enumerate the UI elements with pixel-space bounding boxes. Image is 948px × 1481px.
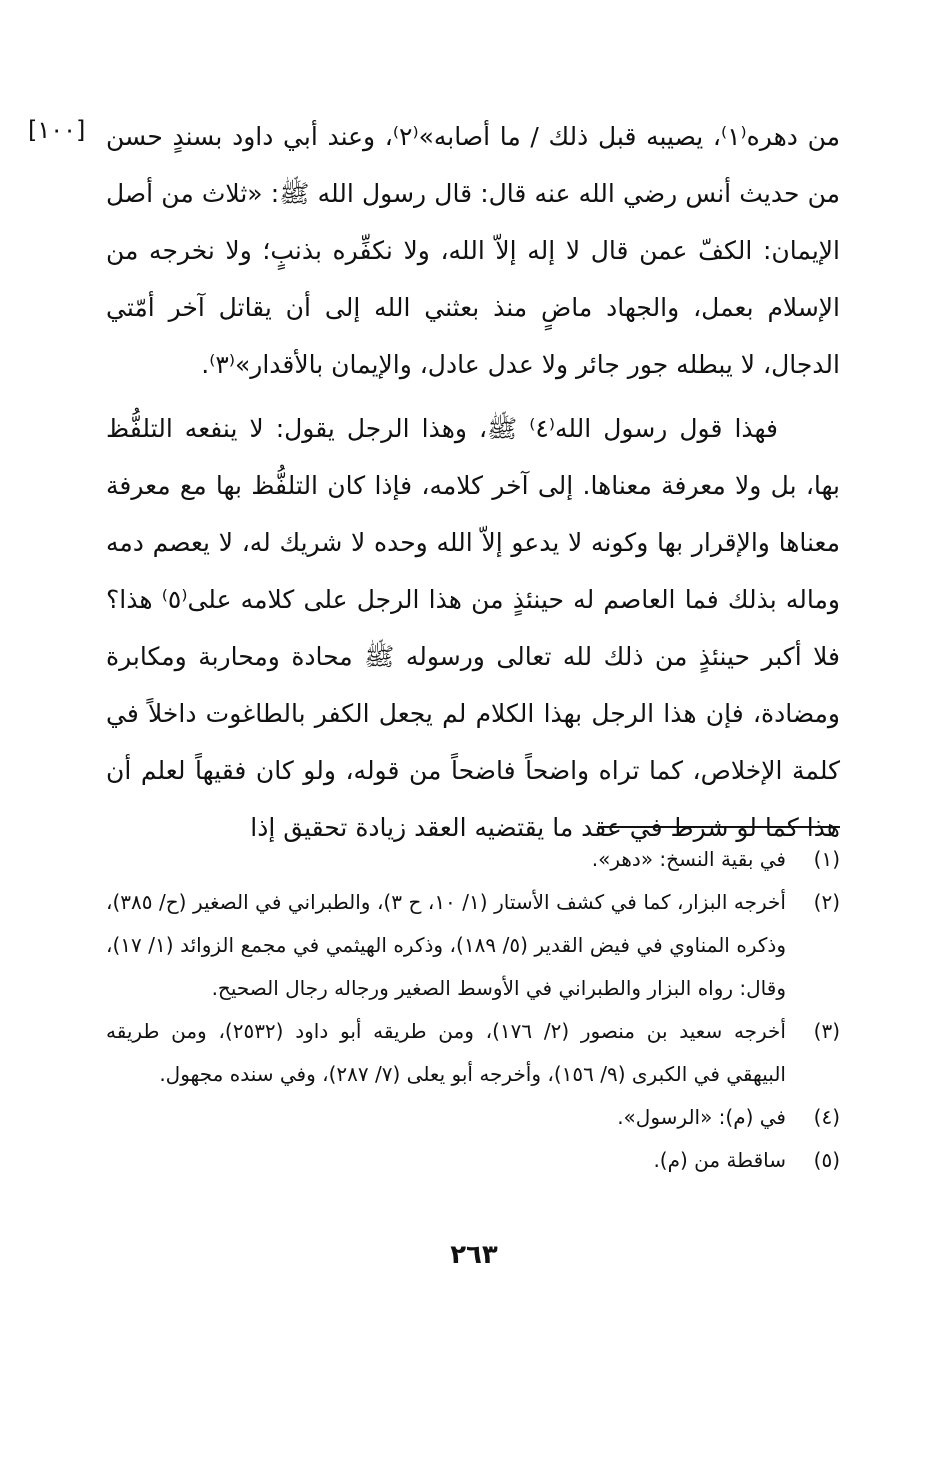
commentary-paragraph: فهذا قول رسول الله⁽٤⁾ ﷺ، وهذا الرجل يقول: لا ينفعه التلفُّظ بها، بل ولا معرفة معناها. إلى آخر كلامه، فإذا كان التلفُّظ بها مع معرفة معناها والإقرار بها وكونه لا يدعو إلاّ الله وحده لا شريك له، لا يعصم دمه وماله بذلك فما العاصم له حينئذٍ من هذا الرجل على كلامه على⁽٥⁾ هذا؟ فلا أكبر حينئذٍ من ذلك لله تعالى ورسوله ﷺ محادة ومحاربة ومكابرة ومضادة، فإن هذا الرجل بهذا الكلام لم يجعل الكفر بالطاغوت داخلاً في كلمة الإخلاص، كما تراه واضحاً فاضحاً من قوله، ولو كان فقيهاً لعلم أن هذا كما لو شرط في عقد ما يقتضيه العقد زيادة تحقيق إذا — [106, 414, 841, 842]
footnote-1 — [106, 838, 840, 881]
footnote-4 — [106, 1096, 840, 1139]
footnote-marker: (٥) — [813, 1148, 840, 1172]
footnote-marker: (٢) — [813, 890, 840, 914]
footnote-text: في بقية النسخ: «دهر». — [591, 847, 786, 871]
footnote-marker: (٤) — [813, 1105, 840, 1129]
main-text-block-2 — [106, 400, 840, 856]
footnote-divider — [598, 826, 840, 828]
footnote-marker: (١) — [813, 847, 840, 871]
hadith-paragraph: من دهره⁽١⁾، يصيبه قبل ذلك / ما أصابه»⁽٢⁾، وعند أبي داود بسندٍ حسن من حديث أنس رضي الله عنه قال: قال رسول الله ﷺ: «ثلاث من أصل الإيمان: الكفّ عمن قال لا إله إلاّ الله، ولا نكفِّره بذنبٍ؛ ولا نخرجه من الإسلام بعمل، والجهاد ماضٍ منذ بعثني الله إلى أن يقاتل آخر أمّتي الدجال، لا يبطله جور جائر ولا عدل عادل، والإيمان بالأقدار»⁽٣⁾. — [106, 122, 840, 379]
footnote-5 — [106, 1139, 840, 1182]
footnote-text: أخرجه البزار، كما في كشف الأستار (١/ ١٠، ح ٣)، والطبراني في الصغير (ح/ ٣٨٥)، وذكره المناوي في فيض القدير (٥/ ١٨٩)، وذكره الهيثمي في مجمع الزوائد (١/ ١٧)، وقال: رواه البزار والطبراني في الأوسط الصغير ورجاله رجال الصحيح. — [106, 890, 786, 1000]
footnote-text: في (م): «الرسول». — [617, 1105, 786, 1129]
page-number: ٢٦٣ — [450, 1240, 498, 1270]
margin-reference: [١٠٠] — [28, 116, 86, 144]
footnote-3 — [106, 1010, 840, 1096]
footnote-marker: (٣) — [813, 1019, 840, 1043]
footnote-text: أخرجه سعيد بن منصور (٢/ ١٧٦)، ومن طريقه أبو داود (٢٥٣٢)، ومن طريقه البيهقي في الكبرى (٩/ ١٥٦)، وأخرجه أبو يعلى (٧/ ٢٨٧)، وفي سنده مجهول. — [106, 1019, 786, 1086]
footnotes — [106, 838, 840, 1182]
footnote-2 — [106, 881, 840, 1010]
main-text-block-1 — [106, 108, 840, 393]
footnote-text: ساقطة من (م). — [653, 1148, 786, 1172]
